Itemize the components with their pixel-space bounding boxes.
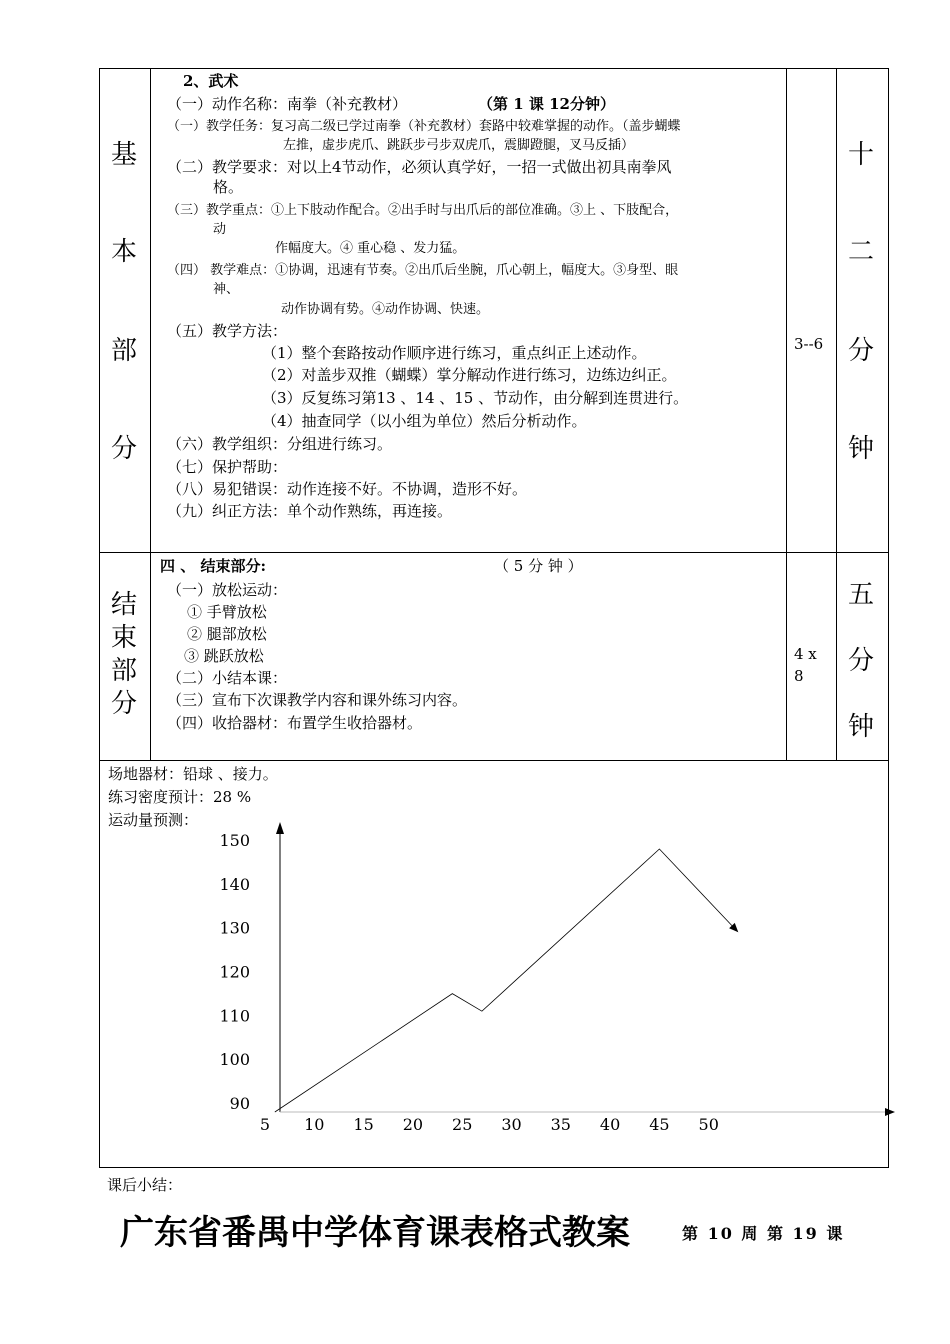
x-tick-label: 50 xyxy=(698,1115,719,1134)
x-tick-label: 10 xyxy=(304,1115,325,1134)
ending-side-label-3: 部 xyxy=(110,656,137,686)
y-tick-label: 130 xyxy=(219,918,250,938)
basic-line-14: （2）对盖步双推（蝴蝶）掌分解动作进行练习，边练边纠正。 xyxy=(262,366,677,384)
basic-heading: 2、武术 xyxy=(183,72,239,90)
basic-line-1: （一）动作名称：南拳（补充教材） xyxy=(167,95,408,113)
x-tick-label: 35 xyxy=(550,1115,571,1134)
basic-line-5: 格。 xyxy=(213,178,244,196)
x-tick-label: 25 xyxy=(452,1115,473,1134)
ending-time-label-1: 五 xyxy=(847,580,874,610)
basic-line-2: （一）教学任务：复习高二级已学过南拳（补充教材）套路中较难掌握的动作。（盖步蝴蝶 xyxy=(167,119,681,134)
basic-line-11: 动作协调有势。④动作协调、快速。 xyxy=(281,302,490,317)
y-tick-label: 90 xyxy=(229,1094,250,1113)
ending-line-5: （二）小结本课： xyxy=(167,669,288,687)
basic-time-label-1: 十 xyxy=(847,140,874,170)
basic-line-17: （六）教学组织：分组进行练习。 xyxy=(167,435,393,453)
basic-line-16: （4）抽查同学（以小组为单位）然后分析动作。 xyxy=(262,412,587,430)
ending-reps-b: 8 xyxy=(794,667,804,685)
ending-time-label-2: 分 xyxy=(847,646,874,676)
y-tick-label: 100 xyxy=(219,1050,250,1070)
basic-line-6: （三）教学重点：①上下肢动作配合。②出手时与出爪后的部位准确。③上 、下肢配合， xyxy=(167,203,679,218)
basic-reps: 3--6 xyxy=(794,335,824,353)
lesson-note: （第 1 课 12分钟） xyxy=(478,95,615,113)
ending-line-1: （一）放松运动： xyxy=(167,581,288,599)
ending-line-6: （三）宣布下次课教学内容和课外练习内容。 xyxy=(167,691,468,709)
ending-time-note: （ 5 分 钟 ） xyxy=(494,557,583,575)
ending-side-label-2: 束 xyxy=(110,623,137,653)
ending-side-label-4: 分 xyxy=(110,689,137,719)
x-tick-label: 15 xyxy=(353,1115,374,1134)
week-lesson: 第 10 周 第 19 课 xyxy=(682,1224,845,1243)
ending-reps-a: 4 x xyxy=(794,645,817,663)
ending-line-3: ② 腿部放松 xyxy=(187,625,267,643)
y-axis-arrow xyxy=(276,822,284,834)
y-tick-label: 110 xyxy=(219,1006,250,1026)
y-tick-label: 120 xyxy=(219,962,250,982)
y-tick-label: 150 xyxy=(219,831,250,850)
basic-line-20: （九）纠正方法：单个动作熟练，再连接。 xyxy=(167,502,453,520)
basic-line-15: （3）反复练习第13 、14 、15 、节动作，由分解到连贯进行。 xyxy=(262,389,689,407)
basic-time-label-2: 二 xyxy=(847,237,874,267)
basic-line-7: 动 xyxy=(213,222,227,237)
basic-line-19: （八）易犯错误：动作连接不好。不协调，造形不好。 xyxy=(167,480,528,498)
load-text: 运动量预测： xyxy=(108,811,199,829)
ending-line-4: ③ 跳跃放松 xyxy=(184,647,264,665)
basic-line-18: （七）保护帮助： xyxy=(167,458,288,476)
y-tick-label: 140 xyxy=(219,874,250,894)
basic-line-9: （四） 教学难点：①协调，迅速有节奏。②出爪后坐腕，爪心朝上，幅度大。③身型、眼 xyxy=(167,263,679,278)
basic-line-8: 作幅度大。④ 重心稳 、发力猛。 xyxy=(275,241,466,256)
ending-line-7: （四）收拾器材：布置学生收拾器材。 xyxy=(167,714,423,732)
basic-side-label-4: 分 xyxy=(110,434,137,464)
basic-side-label-1: 基 xyxy=(110,140,137,170)
load-series-line xyxy=(275,849,733,1112)
basic-side-label-2: 本 xyxy=(110,237,137,267)
basic-time-label-3: 分 xyxy=(847,336,874,366)
x-tick-label: 20 xyxy=(402,1115,424,1134)
ending-line-2: ① 手臂放松 xyxy=(187,603,267,621)
basic-time-label-4: 钟 xyxy=(847,434,874,464)
basic-line-13: （1）整个套路按动作顺序进行练习，重点纠正上述动作。 xyxy=(262,344,647,362)
basic-line-3: 左推，虚步虎爪、跳跃步弓步双虎爪，震脚蹬腿，叉马反插） xyxy=(283,138,635,153)
x-tick-label: 45 xyxy=(649,1115,670,1134)
x-tick-label: 40 xyxy=(599,1115,621,1134)
after-class-summary: 课后小结： xyxy=(107,1176,183,1194)
density-text: 练习密度预计：28 % xyxy=(108,788,252,806)
basic-side-label-3: 部 xyxy=(110,336,137,366)
x-tick-label: 30 xyxy=(501,1115,522,1134)
ending-time-label-3: 钟 xyxy=(847,712,874,742)
equipment-text: 场地器材：铅球 、接力。 xyxy=(108,765,278,783)
ending-heading: 四 、 结束部分: xyxy=(160,557,266,575)
x-tick-label: 5 xyxy=(259,1115,271,1134)
page-title: 广东省番禺中学体育课表格式教案 xyxy=(120,1213,630,1253)
ending-side-label-1: 结 xyxy=(110,590,137,620)
x-axis-arrow xyxy=(885,1108,895,1116)
basic-line-4: （二）教学要求：对以上4节动作，必须认真学好，一招一式做出初具南拳风 xyxy=(167,158,672,176)
basic-line-10: 神、 xyxy=(213,282,240,297)
basic-line-12: （五）教学方法： xyxy=(167,322,288,340)
